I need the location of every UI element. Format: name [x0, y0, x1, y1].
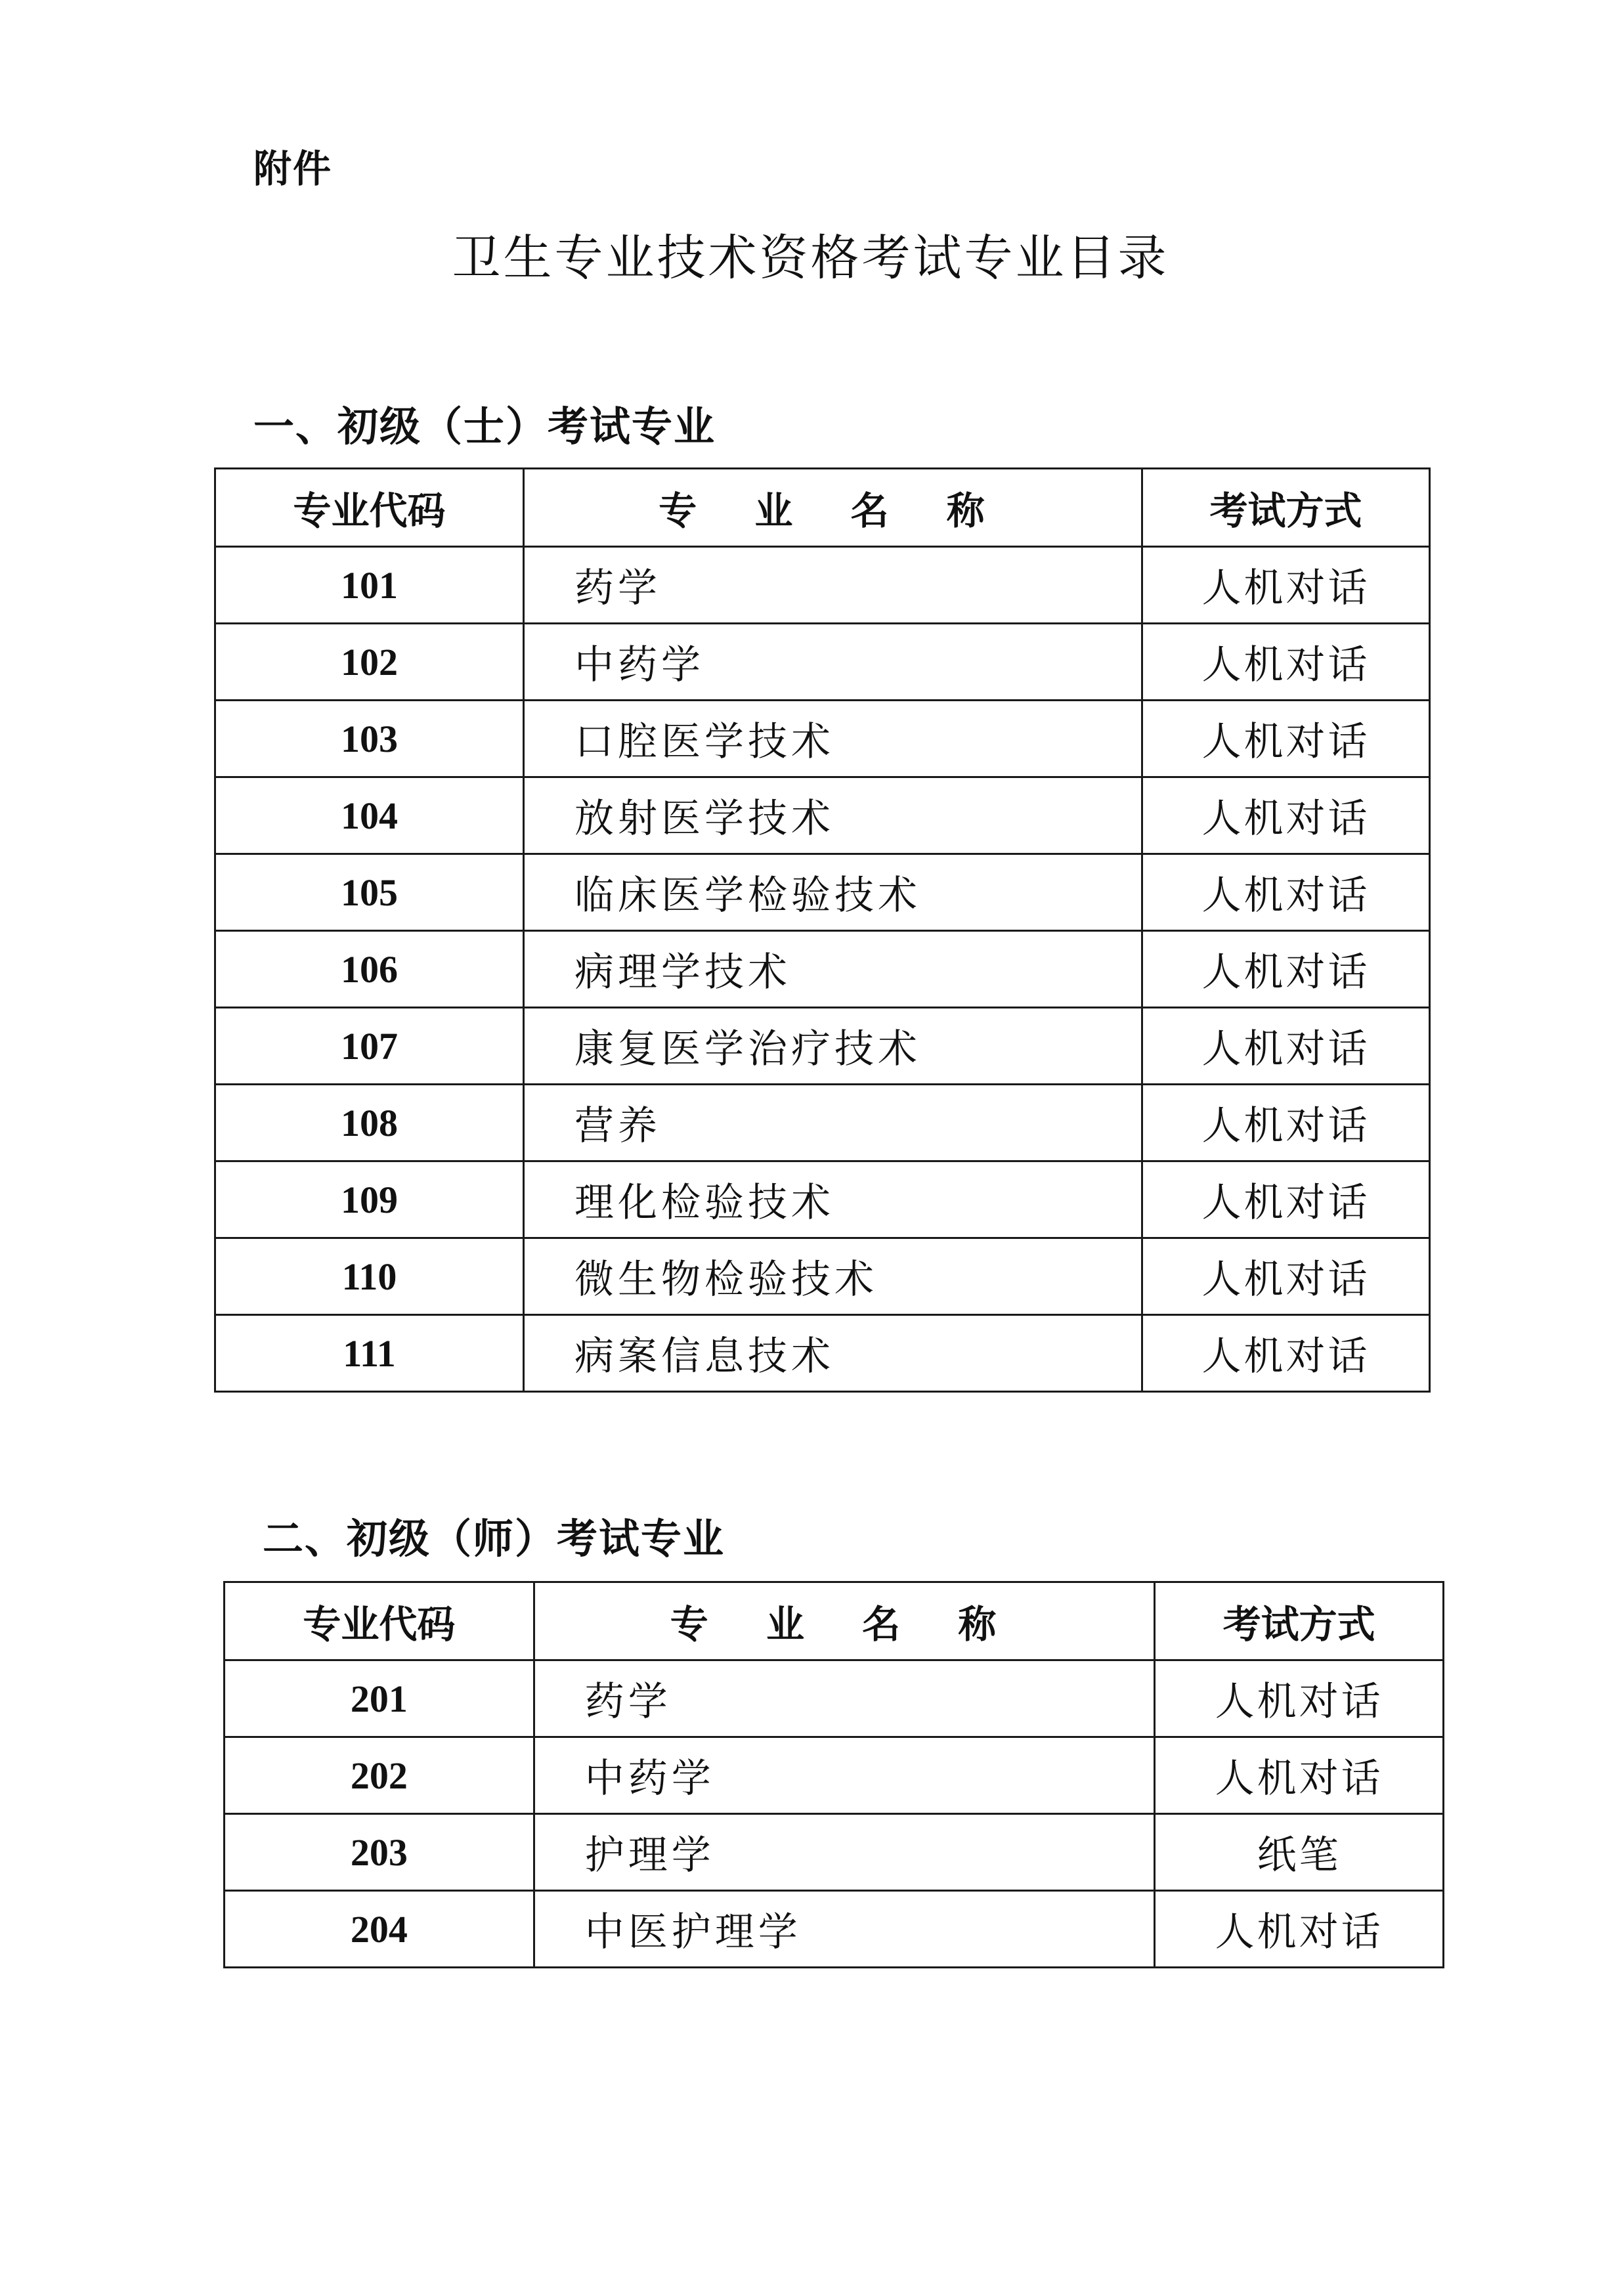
table-row: [215, 701, 1430, 777]
table-row: [215, 854, 1430, 931]
exam-method: 人机对话: [1155, 1660, 1444, 1737]
major-table-junior-shi-teacher: [223, 1581, 1444, 1968]
major-code: 106: [215, 931, 524, 1008]
section-title-junior-shi-teacher: 二、初级（师）考试专业: [263, 1515, 725, 1563]
major-name: 放射医学技术: [524, 777, 1142, 854]
table-row: [225, 1814, 1444, 1891]
table-row: [225, 1660, 1444, 1737]
table-row: [225, 1891, 1444, 1968]
major-table-junior-shi: [214, 467, 1431, 1393]
column-header-method: 考试方式: [1142, 469, 1430, 547]
table-row: [215, 624, 1430, 701]
column-header-method: 考试方式: [1155, 1582, 1444, 1660]
table-row: [215, 1315, 1430, 1392]
major-code: 110: [215, 1238, 524, 1315]
major-code: 203: [225, 1814, 534, 1891]
exam-method: 人机对话: [1155, 1737, 1444, 1814]
major-code: 201: [225, 1660, 534, 1737]
major-name: 中药学: [534, 1737, 1155, 1814]
table-header-row: [225, 1582, 1444, 1660]
major-code: 101: [215, 547, 524, 624]
exam-method: 纸笔: [1155, 1814, 1444, 1891]
major-code: 105: [215, 854, 524, 931]
table-row: [215, 1161, 1430, 1238]
section-title-junior-shi: 一、初级（士）考试专业: [253, 402, 716, 450]
major-name: 药学: [524, 547, 1142, 624]
exam-method: 人机对话: [1142, 624, 1430, 701]
major-code: 107: [215, 1008, 524, 1085]
exam-method: 人机对话: [1142, 1008, 1430, 1085]
exam-method: 人机对话: [1142, 1161, 1430, 1238]
major-name: 微生物检验技术: [524, 1238, 1142, 1315]
major-name: 营养: [524, 1085, 1142, 1161]
document-title: 卫生专业技术资格考试专业目录: [452, 230, 1169, 286]
table-row: [215, 777, 1430, 854]
major-name: 护理学: [534, 1814, 1155, 1891]
exam-method: 人机对话: [1142, 777, 1430, 854]
major-code: 104: [215, 777, 524, 854]
major-code: 202: [225, 1737, 534, 1814]
exam-method: 人机对话: [1142, 701, 1430, 777]
exam-method: 人机对话: [1142, 547, 1430, 624]
major-name: 康复医学治疗技术: [524, 1008, 1142, 1085]
exam-method: 人机对话: [1142, 854, 1430, 931]
exam-method: 人机对话: [1142, 1085, 1430, 1161]
major-name: 临床医学检验技术: [524, 854, 1142, 931]
column-header-code: 专业代码: [225, 1582, 534, 1660]
column-header-name: 专 业 名 称: [524, 469, 1142, 547]
table-row: [225, 1737, 1444, 1814]
table-row: [215, 547, 1430, 624]
major-name: 口腔医学技术: [524, 701, 1142, 777]
major-code: 102: [215, 624, 524, 701]
attachment-label: 附件: [253, 146, 333, 191]
table-row: [215, 1085, 1430, 1161]
column-header-name: 专 业 名 称: [534, 1582, 1155, 1660]
major-name: 中药学: [524, 624, 1142, 701]
table-row: [215, 1008, 1430, 1085]
table-header-row: [215, 469, 1430, 547]
major-code: 103: [215, 701, 524, 777]
major-name: 药学: [534, 1660, 1155, 1737]
table-row: [215, 931, 1430, 1008]
column-header-code: 专业代码: [215, 469, 524, 547]
major-name: 中医护理学: [534, 1891, 1155, 1968]
major-code: 204: [225, 1891, 534, 1968]
major-name: 病案信息技术: [524, 1315, 1142, 1392]
exam-method: 人机对话: [1155, 1891, 1444, 1968]
table-row: [215, 1238, 1430, 1315]
exam-method: 人机对话: [1142, 1315, 1430, 1392]
major-name: 理化检验技术: [524, 1161, 1142, 1238]
major-name: 病理学技术: [524, 931, 1142, 1008]
major-code: 109: [215, 1161, 524, 1238]
exam-method: 人机对话: [1142, 1238, 1430, 1315]
major-code: 111: [215, 1315, 524, 1392]
exam-method: 人机对话: [1142, 931, 1430, 1008]
major-code: 108: [215, 1085, 524, 1161]
